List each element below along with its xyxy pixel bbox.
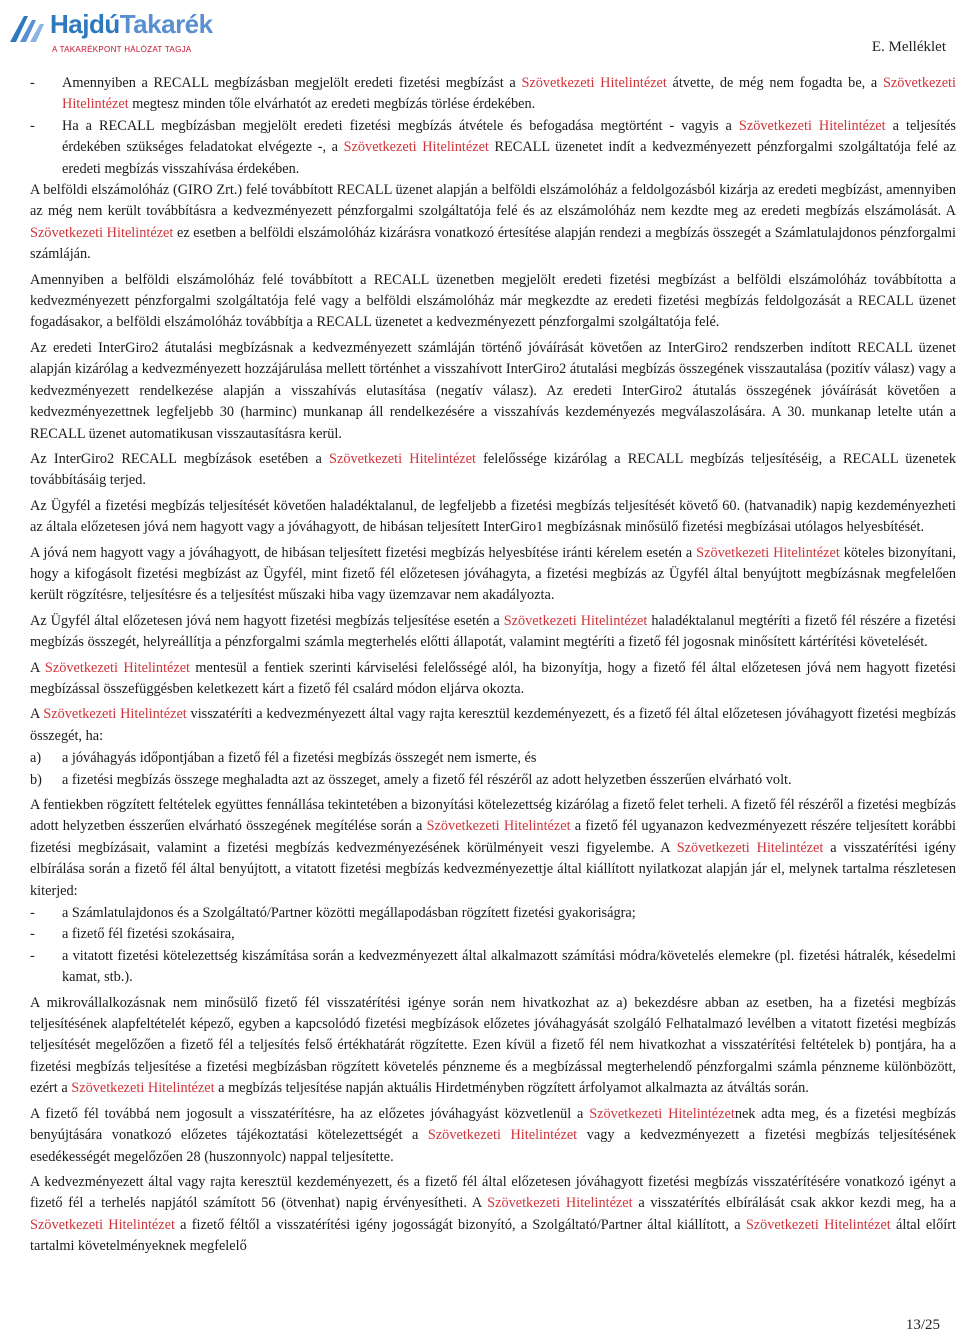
institution-name: Szövetkezeti Hitelintézet <box>30 224 174 241</box>
text-run: mentesül a fentiek szerinti kárviselési felelősségé alól, ha bizonyítja, hogy a fizető fél által előzetesen jóvá nem hagyott fizetési megbízással összefüggésben keletkezett kárt a fizető fél csalárd módon eljárva okozta. <box>30 659 956 697</box>
text-run: A jóvá nem hagyott vagy a jóváhagyott, de hibásan teljesített fizetési megbízás helyesbítése iránti kérelem esetén a <box>30 544 697 561</box>
text-run: a fizetési megbízás összege meghaladta azt az összeget, amely a fizető fél részéről az adott helyzetben ésszerűen elvárható volt. <box>62 771 792 788</box>
text-run: Az Ügyfél a fizetési megbízás teljesítését követően haladéktalanul, de legfeljebb a fizetési megbízás teljesítését követő 60. (hatvanadik) napig kezdeményezheti az általa előzetesen jóvá nem hagyott vagy a jóváhagyott, de hibásan teljesített InterGiro1 megbízásnak minősülő fizetési megbízásai utólagos helyesbítését. <box>30 497 956 536</box>
text-run: A belföldi elszámolóház (GIRO Zrt.) felé továbbított RECALL üzenet alapján a belföldi elszámolóház a feldolgozásból kizárja az eredeti megbízást, amennyiben az még nem került továbbításra a kedvezményezett pénzforgalmi szolgáltatója felé és az elszámolóház nem kezdte meg az eredeti megbízás elszámolását. A <box>30 182 956 220</box>
list-marker: - <box>30 905 35 922</box>
institution-name: Szövetkezeti Hitelintézet <box>487 1195 633 1212</box>
text-run: visszatéríti a kedvezményezett által vagy rajta keresztül kezdeményezett, és a fizető fél által előzetesen jóváhagyott fizetési megbízás összegét, ha: <box>30 706 956 744</box>
paragraph <box>30 270 956 334</box>
list-item <box>30 116 956 180</box>
list-item <box>30 748 956 769</box>
text-run: A mikrovállalkozásnak nem minősülő fizető fél visszatérítési igénye során nem hivatkozhat az a) bekezdésre abban az esetben, ha a fizetési megbízás teljesítésének alapfeltételét képező, egyben a kapcsolódó fizetési megbízások előzetes jóváhagyását szolgáló Felhatalmazó levélben a vitatott fizetési megbízás teljesítését megelőzően a fizető fél a teljesítés felső értékhatárát rögzítette. Ezen kívül a fizető fél nem hivatkozhat a visszatérítési feltételek b) pontjára, ha a fizetési megbízás teljesítése a fizetési megbízásban rögzített követelés pénzneme és a megbízással megterhelendő pénzforgalmi számla pénzneme különbözött, ezért a <box>30 994 956 1097</box>
institution-name: Szövetkezeti Hitelintézet <box>44 659 191 676</box>
institution-name: Szövetkezeti Hitelintézet <box>745 1216 891 1233</box>
text-run: átvette, de még nem fogadta be, a <box>666 75 883 91</box>
text-run: a fizető fél fizetési szokásaira, <box>62 926 235 943</box>
paragraph <box>30 658 956 701</box>
paragraph <box>30 338 956 445</box>
paragraph <box>30 795 956 902</box>
text-run: a visszatérítési igény elbírálása során a fizető fél által benyújtott, a vitatott fizetési megbízás kedvezményezettje által kiállított nyilatkozat alapján jár el, melynek tartalma részletesen kiterjed: <box>30 839 956 899</box>
text-run: haladéktalanul megtéríti a fizető fél részére a fizetési megbízás összegét, helyreállítja a pénzforgalmi számla megterhelés előtti állapotát, valamint megtéríti a fizető fél jogosnak minősített kártérítési követelését. <box>30 612 956 651</box>
annex-label: E. Melléklet <box>871 39 946 55</box>
text-run: Az Ügyfél által előzetesen jóvá nem hagyott fizetési megbízás teljesítése esetén a <box>30 612 504 629</box>
paragraph <box>30 180 956 266</box>
paragraph <box>30 449 956 492</box>
text-run: a vitatott fizetési kötelezettség kiszámítása során a kedvezményezett által alkalmazott számítási módra/követelés elemekre (pl. fizetési hátralék, késedelmi kamat, stb.). <box>62 947 956 986</box>
list-item <box>30 946 956 989</box>
list-item <box>30 903 956 924</box>
paragraph <box>30 704 956 747</box>
list-marker: - <box>30 947 35 964</box>
institution-name: Szövetkezeti Hitelintézet <box>426 818 571 835</box>
institution-name: Szövetkezeti Hitelintézet <box>329 450 476 467</box>
document-body <box>30 73 956 1259</box>
text-run: Ha a RECALL megbízásban megjelölt eredeti fizetési megbízás átvétele és befogadása megtörtént - vagyis a <box>62 117 739 134</box>
institution-name: Szövetkezeti Hitelintézet <box>62 75 956 113</box>
text-run: megtesz minden tőle elvárhatót az eredeti megbízás törlése érdekében. <box>128 96 536 113</box>
paragraph <box>30 1172 956 1258</box>
text-run: Az InterGiro2 RECALL megbízások esetében a <box>30 450 330 467</box>
text-run: A fizető fél továbbá nem jogosult a visszatérítésre, ha az előzetes jóváhagyást közvetlenül a <box>30 1105 590 1122</box>
text-run: a fizető fél ugyanazon kedvezményezett részére teljesített korábbi fizetési megbízásait, valamint a fizetési megbízás kedvezményezésének körülményeit veszi figyelembe. A <box>30 818 956 856</box>
institution-name: Szövetkezeti Hitelintézet <box>696 544 840 561</box>
list-item <box>30 924 956 945</box>
text-run: a teljesítés érdekében szükséges feladatokat elvégezte -, a <box>62 117 956 156</box>
institution-name: Szövetkezeti Hitelintézet <box>589 1105 735 1122</box>
text-run: felelőssége kizárólag a RECALL megbízás teljesítéséig, a RECALL üzenetek továbbításáig terjed. <box>30 450 957 489</box>
institution-name: Szövetkezeti Hitelintézet <box>521 75 667 91</box>
institution-name: Szövetkezeti Hitelintézet <box>427 1127 578 1144</box>
logo-tagline: A TAKARÉKPONT HÁLÓZAT TAGJA <box>52 45 192 54</box>
institution-name: Szövetkezeti Hitelintézet <box>43 706 187 723</box>
institution-name: Szövetkezeti Hitelintézet <box>343 139 489 156</box>
paragraph <box>30 611 956 654</box>
text-run: a visszatérítés elbírálását csak akkor kezdi meg, ha a <box>632 1195 956 1212</box>
paragraph <box>30 1104 956 1168</box>
institution-name: Szövetkezeti Hitelintézet <box>503 612 648 629</box>
paragraph <box>30 993 956 1100</box>
logo <box>6 9 226 54</box>
list-item <box>30 770 956 791</box>
text-run: a fizető féltől a visszatérítési igény jogosságát bizonyító, a Szolgáltató/Partner által kiállított, a <box>174 1216 746 1233</box>
list-marker: - <box>30 75 35 91</box>
text-run: A fentiekben rögzített feltételek együttes fennállása tekintetében a bizonyítási kötelezettség kizárólag a fizető felet terheli. A fizető fél részéről a fizetési megbízás adott helyzetben ésszerűen elvárható összegének megítélése során a <box>30 797 956 835</box>
text-run: Amennyiben a RECALL megbízásban megjelölt eredeti fizetési megbízást a <box>62 75 522 91</box>
institution-name: Szövetkezeti Hitelintézet <box>71 1080 215 1097</box>
page-number: 13/25 <box>905 1316 940 1333</box>
list-item <box>30 73 956 116</box>
list-marker: a) <box>30 750 42 767</box>
text-run: Az eredeti InterGiro2 átutalási megbízásnak a kedvezményezett számláján történő jóváírását követően az InterGiro2 rendszerben indított RECALL üzenet alapján kizárólag a kedvezményezett hozzájárulása mellett történhet a visszahívott InterGiro2 átutalási megbízás összegének visszautalása (pozitív válasz) vagy a kedvezményezett rendelkezése alapján a visszahívás elutasítása (negatív válasz). Az eredeti InterGiro2 átutalás összegének jóváírását követően a kedvezményezettnek legfeljebb 30 (harminc) munkanap áll rendelkezésére a visszahívás kezdeményezés megválaszolására. A 30. munkanap letelte után a RECALL üzenet automatikusan visszautasításra kerül. <box>30 339 956 442</box>
text-run: A <box>30 706 44 723</box>
paragraph <box>30 543 956 607</box>
text-run: A <box>30 659 45 676</box>
logo-wordmark: HajdúTakarék <box>50 9 213 39</box>
list-marker: b) <box>30 771 42 788</box>
logo-mark-icon <box>6 12 46 48</box>
institution-name: Szövetkezeti Hitelintézet <box>738 117 886 134</box>
text-run: a Számlatulajdonos és a Szolgáltató/Partner közötti megállapodásban rögzített fizetési gyakoriságra; <box>62 905 636 922</box>
text-run: vagy a kedvezményezett a fizetési megbízás teljesítésének esedékességét megelőzően 28 (huszonnyolc) nappal teljesítette. <box>30 1127 956 1165</box>
text-run: RECALL üzenetet indít a kedvezményezett pénzforgalmi szolgáltatója felé az eredeti megbízás visszahívása érdekében. <box>62 139 956 177</box>
paragraph <box>30 496 956 539</box>
text-run: a megbízás teljesítése napján aktuális Hirdetményben rögzített árfolyamot alkalmazta az átváltás során. <box>214 1080 809 1097</box>
institution-name: Szövetkezeti Hitelintézet <box>30 1216 175 1233</box>
text-run: A kedvezményezett által vagy rajta keresztül kezdeményezett, és a fizető fél által előzetesen jóváhagyott fizetési megbízás visszatérítésére vonatkozó igényt a fizető fél a terhelés napjától számított 56 (ötvenhat) napig érvényesítheti. A <box>30 1173 956 1212</box>
text-run: köteles bizonyítani, hogy a kifogásolt fizetési megbízást az Ügyfél, mint fizető fél előzetesen jóváhagyta, a fizetési megbízás az Ügyfél által benyújtott megbízásnak megfelelően került rögzítésre, teljesítésre és a teljesítést műszaki hiba vagy üzemzavar nem akadályozta. <box>30 544 956 604</box>
text-run: ez esetben a belföldi elszámolóház kizárásra vonatkozó értesítése alapján rendezi a megbízás összegét a Számlatulajdonos pénzforgalmi számláján. <box>30 224 956 263</box>
list-marker: - <box>30 117 35 134</box>
text-run: Amennyiben a belföldi elszámolóház felé továbbított a RECALL üzenetben megjelölt eredeti fizetési megbízást a belföldi elszámolóház továbbította a kedvezményezett pénzforgalmi szolgáltatója felé vagy a belföldi elszámolóház már megkezdte az eredeti fizetési megbízás feldolgozását a RECALL üzenet fogadásakor, a belföldi elszámolóház továbbítja a RECALL üzenetet a kedvezményezett pénzforgalmi szolgáltatója felé. <box>30 271 956 331</box>
list-marker: - <box>30 926 35 943</box>
text-run: által előírt tartalmi követelményeknek megfelelő <box>30 1216 956 1255</box>
institution-name: Szövetkezeti Hitelintézet <box>676 839 824 856</box>
text-run: a jóváhagyás időpontjában a fizető fél a fizetési megbízás összegét nem ismerte, és <box>62 750 537 767</box>
text-run: nek adta meg, és a fizetési megbízás benyújtására vonatkozó előzetes tájékoztatási kötelezettségét a <box>30 1105 956 1144</box>
